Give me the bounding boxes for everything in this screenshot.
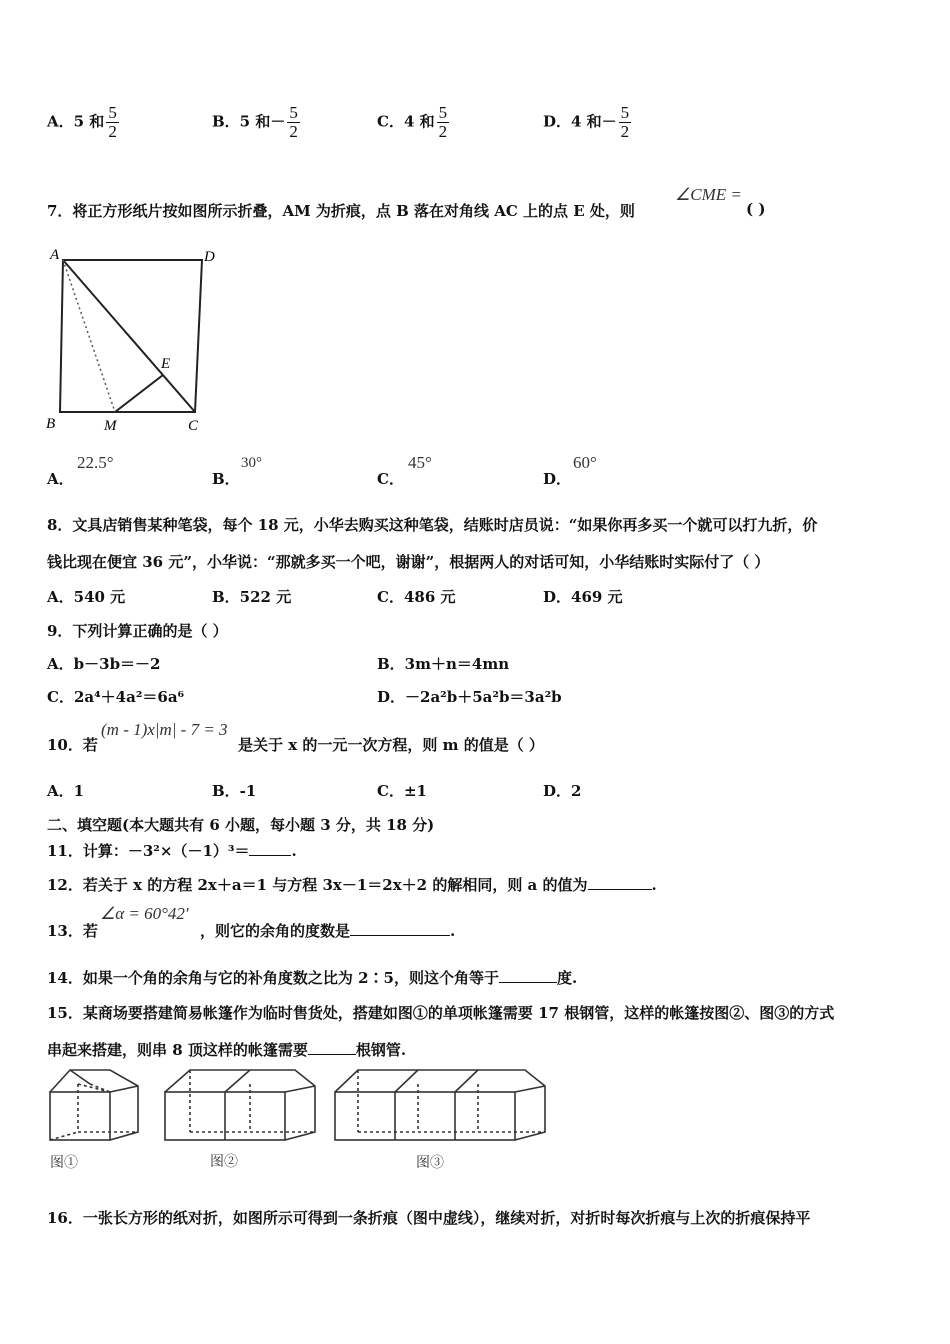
label-a: A	[50, 247, 60, 263]
q7-square-figure	[40, 242, 230, 438]
square-outline	[60, 260, 202, 412]
q15-blank	[308, 1040, 356, 1055]
q10-prefix: 10．若	[47, 736, 98, 754]
q10-option-d: D．2	[543, 782, 582, 800]
q13-rest: ，则它的余角的度数是 .	[200, 922, 456, 940]
q9-option-d: D．－2a²b＋5a²b＝3a²b	[377, 688, 562, 706]
q8-option-c: C．486 元	[377, 588, 456, 606]
q7-paren: ( )	[746, 200, 766, 218]
q15-line-2: 串起来搭建，则串 8 顶这样的帐篷需要 根钢管.	[47, 1041, 407, 1059]
q10-suffix: 是关于 x 的一元一次方程，则 m 的值是（ ）	[238, 736, 544, 754]
q7-option-c-value: 45°	[408, 453, 432, 472]
diagonal-ac	[63, 260, 195, 412]
q7-option-c: C．	[377, 470, 404, 488]
q7-option-d-value: 60°	[573, 453, 597, 472]
label-c: C	[188, 418, 199, 434]
q6-option-c: C．4 和 $\frac{5}{2}$	[377, 103, 448, 141]
q7-option-b-value: 30°	[241, 455, 262, 471]
q13-prefix: 13．若	[47, 922, 98, 940]
tent-figure-3	[335, 1070, 545, 1140]
q7-stem: 7．将正方形纸片按如图所示折叠，AM 为折痕，点 B 落在对角线 AC 上的点 E 处，则	[47, 202, 635, 220]
q7-math: ∠CME =	[675, 185, 742, 204]
q11-blank	[249, 841, 291, 856]
label-b: B	[46, 416, 56, 432]
q7-option-a: A．	[47, 470, 74, 488]
q6-option-b: B．5 和－ $\frac{5}{2}$	[212, 103, 298, 141]
q6-option-d: D．4 和－ $\frac{5}{2}$	[543, 103, 630, 141]
section-2-heading: 二、填空题(本大题共有 6 小题，每小题 3 分，共 18 分)	[47, 816, 435, 834]
q6-option-a: A．5 和 $\frac{5}{2}$	[47, 103, 117, 141]
q16-line-1: 16．一张长方形的纸对折，如图所示可得到一条折痕（图中虚线），继续对折，对折时每次折痕与上次的折痕保持平	[47, 1209, 811, 1227]
segment-me	[115, 375, 163, 412]
q8-line-1: 8．文具店销售某种笔袋，每个 18 元，小华去购买这种笔袋，结账时店员说：“如果你再多买一个就可以打九折，价	[47, 516, 818, 534]
tent-figure-2	[165, 1070, 315, 1140]
q14: 14．如果一个角的余角与它的补角度数之比为 2∶5，则这个角等于 度.	[47, 969, 578, 987]
q9-option-a: A．b－3b＝－2	[47, 655, 161, 673]
tent-figure-1	[50, 1070, 138, 1140]
q8-option-a: A．540 元	[47, 588, 126, 606]
q7-option-b: B．	[212, 470, 240, 488]
q7-option-a-value: 22.5°	[77, 453, 114, 472]
q10-option-a: A．1	[47, 782, 85, 800]
fig-1-label: 图①	[50, 1156, 78, 1171]
q14-blank	[499, 968, 557, 983]
q15-line-1: 15．某商场要搭建简易帐篷作为临时售货处，搭建如图①的单项帐篷需要 17 根钢管，这样的帐篷按图②、图③的方式	[47, 1004, 835, 1022]
q11: 11．计算：－3²×（－1）³＝ .	[47, 842, 297, 860]
q10-math: (m - 1)x|m| - 7 = 3	[101, 720, 228, 739]
q8-option-b: B．522 元	[212, 588, 292, 606]
fold-am	[63, 260, 115, 412]
label-e: E	[161, 356, 171, 372]
fig-3-label: 图③	[416, 1156, 444, 1171]
q15-tent-figures	[40, 1060, 560, 1175]
q9-option-b: B．3m＋n＝4mn	[377, 655, 510, 673]
q13-blank	[350, 921, 450, 936]
label-d: D	[204, 249, 215, 265]
q8-option-d: D．469 元	[543, 588, 623, 606]
q13-math: ∠α = 60°42′	[100, 904, 189, 923]
q9-option-c: C．2a⁴＋4a²＝6a⁶	[47, 688, 185, 706]
q12-blank	[588, 875, 652, 890]
q7-option-d: D．	[543, 470, 572, 488]
q8-line-2: 钱比现在便宜 36 元”，小华说：“那就多买一个吧，谢谢”，根据两人的对话可知，小华结账时实际付了（ ）	[47, 553, 770, 571]
q12: 12．若关于 x 的方程 2x＋a＝1 与方程 3x－1＝2x＋2 的解相同，则 a 的值为 .	[47, 876, 657, 894]
q10-option-c: C．±1	[377, 782, 427, 800]
label-m: M	[104, 418, 117, 434]
q10-option-b: B．-1	[212, 782, 257, 800]
q9-stem: 9．下列计算正确的是（ ）	[47, 622, 228, 640]
fig-2-label: 图②	[210, 1155, 238, 1170]
